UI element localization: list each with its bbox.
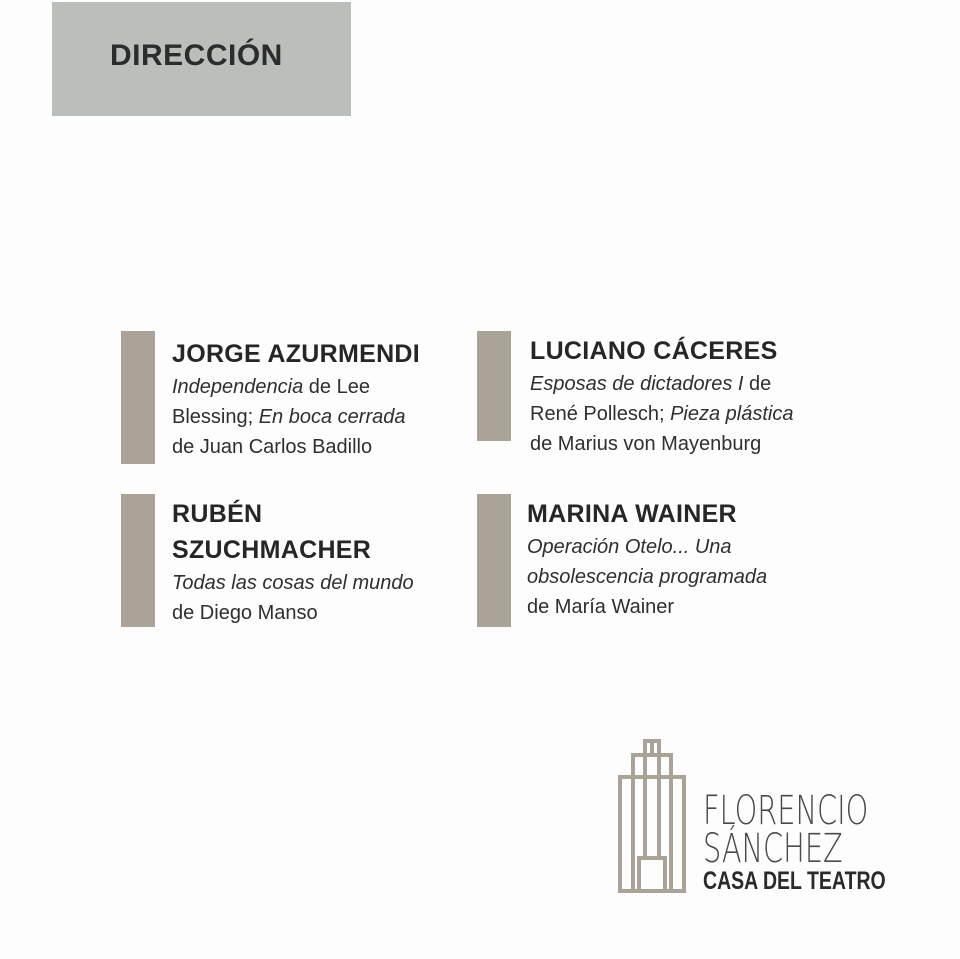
play-line: [530, 369, 830, 399]
play-title: En boca cerrada: [258, 406, 406, 428]
accent-bar: [121, 494, 155, 627]
play-line: [527, 532, 827, 562]
play-title: Pieza plástica: [670, 403, 794, 425]
accent-bar: [477, 331, 511, 441]
logo: [615, 738, 905, 898]
director-name: JORGE AZURMENDI: [172, 340, 421, 368]
play-line: [530, 399, 830, 429]
play-title: Operación Otelo... Una: [527, 536, 732, 558]
play-author-text: Blessing;: [172, 406, 259, 428]
play-line: [172, 568, 472, 598]
play-line: [172, 402, 472, 432]
play-title: obsolescencia programada: [527, 566, 768, 588]
play-line: [172, 372, 472, 402]
director-name: MARINA WAINER: [527, 500, 737, 528]
logo-text-line1: FLORENCIO: [703, 788, 869, 834]
accent-bar: [477, 494, 511, 627]
play-line: de María Wainer: [527, 596, 675, 618]
section-header-box: [52, 2, 351, 116]
play-title: Esposas de dictadores I: [530, 373, 744, 395]
director-name-line2: SZUCHMACHER: [172, 536, 372, 564]
play-author-text: de: [743, 373, 772, 395]
play-line: de Juan Carlos Badillo: [172, 436, 373, 458]
play-author-text: René Pollesch;: [530, 403, 671, 425]
theater-building-icon: [615, 738, 695, 898]
play-title: Independencia: [172, 376, 304, 398]
director-name: LUCIANO CÁCERES: [530, 337, 778, 365]
play-line: de Diego Manso: [172, 602, 318, 624]
logo-text-line3: CASA DEL TEATRO: [703, 867, 886, 895]
play-line: [527, 562, 827, 592]
play-title: Todas las cosas del mundo: [172, 572, 414, 594]
play-author-text: de Lee: [303, 376, 370, 398]
section-title: DIRECCIÓN: [110, 39, 283, 72]
accent-bar: [121, 331, 155, 464]
play-line: de Marius von Mayenburg: [530, 433, 762, 455]
logo-text-line2: SÁNCHEZ: [703, 826, 843, 872]
director-name-line1: RUBÉN: [172, 500, 263, 528]
